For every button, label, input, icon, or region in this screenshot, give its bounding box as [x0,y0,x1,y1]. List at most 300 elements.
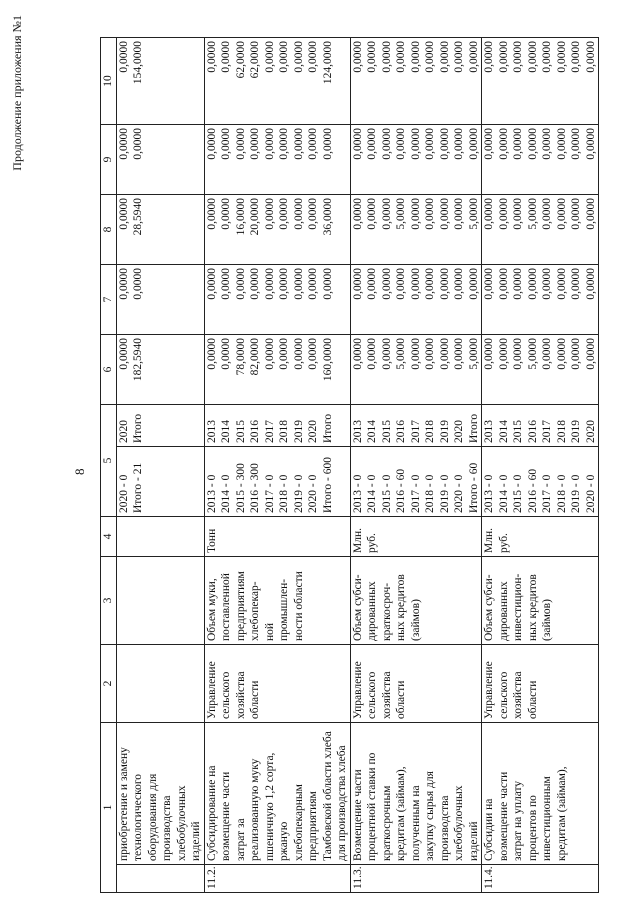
cell-line: хозяйства [234,671,247,719]
header-cell: 4 [101,517,117,557]
cell-line: 2015 [234,420,247,443]
cell-line: приобретение и замену [117,747,130,861]
cell-line: 0,0000 [366,268,378,300]
cell-line: 2013 - 0 [351,474,364,513]
cell-line: 0,0000 [395,41,407,73]
cell-line: 0,0000 [220,198,232,230]
cell-line: 0,0000 [351,128,364,160]
cell-line: Млн. [483,528,495,553]
cell-line: 2019 [438,420,451,443]
extrabudgetary-cell [204,38,350,125]
cell-line: 2020 [307,420,319,443]
cell-line: 0,0000 [483,128,495,160]
indicator-cell [482,557,599,645]
cell-line: 0,0000 [570,198,582,230]
cell-line: 0,0000 [366,128,378,160]
cell-line: сельского [366,671,378,719]
table-row [350,38,482,893]
cell-line: 2016 - 60 [526,468,539,513]
cell-line: 5,0000 [395,198,407,230]
cell-line: 0,0000 [483,268,495,300]
cell-line: Возмещение части [351,769,364,861]
cell-line: 0,0000 [438,41,451,73]
executor-cell [204,645,350,723]
cell-line: 0,0000 [366,41,378,73]
cell-line: 182,5940 [132,338,144,382]
extrabudgetary-cell [116,38,204,125]
measure-title-cell [116,723,204,865]
table-row [116,38,204,893]
cell-line: 0,0000 [132,128,144,160]
cell-line: 0,0000 [249,268,261,300]
cell-line: 0,0000 [307,338,319,370]
cell-line: области [526,680,539,719]
cell-line: хозяйства [512,671,524,719]
total-funding-cell [350,335,482,405]
cell-line: 2015 - 0 [380,474,393,513]
cell-line: 2020 [453,420,465,443]
cell-line: 0,0000 [409,198,422,230]
cell-line: промышлен- [278,578,290,641]
cell-line: 0,0000 [512,268,524,300]
cell-line: 0,0000 [409,128,422,160]
cell-line: 28,5940 [132,198,144,236]
cell-line: руб. [366,533,378,553]
extrabudgetary-cell [350,38,482,125]
row-number-cell: 11.4. [482,865,599,893]
cell-line: кредитам (займам), [555,766,568,861]
target-values-cell [482,447,599,517]
cell-line: 0,0000 [307,268,319,300]
cell-line: 0,0000 [278,198,290,230]
cell-line: 62,0000 [249,41,261,79]
cell-line: 0,0000 [321,128,334,160]
cell-line: Итого - 60 [467,462,480,513]
cell-line: 0,0000 [584,128,597,160]
cell-line: 0,0000 [570,268,582,300]
cell-line: хлебобулочных [453,785,465,861]
cell-line: 5,0000 [395,338,407,370]
cell-line: 0,0000 [205,128,218,160]
cell-line: 2014 - 0 [220,474,232,513]
cell-line: 0,0000 [292,128,305,160]
cell-line: 0,0000 [497,41,510,73]
cell-line: 2019 [292,420,305,443]
row-number-cell: 11.2. [204,865,350,893]
cell-line: 0,0000 [512,198,524,230]
cell-line: хлебопекар- [249,581,261,641]
cell-line: 0,0000 [453,128,465,160]
cell-line: 0,0000 [292,338,305,370]
cell-line: возмещение части [220,771,232,861]
cell-line: технологического [132,773,144,861]
cell-line: 2018 [555,420,568,443]
cell-line: 82,0000 [249,338,261,376]
cell-line: Объем субси- [351,574,364,641]
cell-line: инвестицион- [512,573,524,641]
cell-line: 2018 - 0 [278,474,290,513]
cell-line: 0,0000 [395,268,407,300]
cell-line: 0,0000 [278,128,290,160]
cell-line: 5,0000 [467,198,480,230]
measure-title-cell [482,723,599,865]
cell-line: 20,0000 [249,198,261,236]
cell-line: 2016 [395,420,407,443]
cell-line: 2013 - 0 [483,474,495,513]
cell-line: 2015 - 0 [512,474,524,513]
local-budget-cell [482,125,599,195]
cell-line: 0,0000 [555,128,568,160]
cell-line: 0,0000 [263,338,276,370]
regional-budget-cell [116,195,204,265]
cell-line: затрат за [234,818,247,861]
cell-line: 0,0000 [467,268,480,300]
cell-line: производства [438,795,451,861]
local-budget-cell [116,125,204,195]
cell-line: 0,0000 [263,128,276,160]
cell-line: области [249,680,261,719]
federal-budget-cell [350,265,482,335]
cell-line: возмещение части [497,771,510,861]
target-values-cell [116,447,204,517]
cell-line: 2016 - 300 [249,463,261,513]
cell-line: 2015 [380,420,393,443]
cell-line: 0,0000 [205,198,218,230]
total-funding-cell [116,335,204,405]
cell-line: 2020 - 0 [584,474,597,513]
cell-line: оборудования для [146,773,159,861]
cell-line: 0,0000 [424,268,436,300]
cell-line: 0,0000 [541,268,553,300]
continuation-title: Продолжение приложения №1 [10,15,24,171]
table-row [204,38,350,893]
cell-line: 124,0000 [321,41,334,85]
program-table [100,37,599,893]
indicator-cell [350,557,482,645]
regional-budget-cell [482,195,599,265]
cell-line: ной [263,622,276,641]
cell-line: 0,0000 [497,338,510,370]
cell-line: 0,0000 [351,268,364,300]
header-cell: 8 [101,195,117,265]
cell-line: 5,0000 [526,198,539,230]
cell-line: 0,0000 [395,128,407,160]
cell-line: пшеничную 1,2 сорта, [263,752,276,861]
local-budget-cell [350,125,482,195]
cell-line: 5,0000 [467,338,480,370]
cell-line: 0,0000 [424,128,436,160]
cell-line: 2017 [263,420,276,443]
target-values-cell [350,447,482,517]
measure-title-cell [350,723,482,865]
cell-line: Итого - 21 [132,462,144,513]
cell-line: 0,0000 [483,41,495,73]
cell-line: 0,0000 [497,198,510,230]
cell-line: 0,0000 [438,268,451,300]
cell-line: 0,0000 [117,268,130,300]
cell-line: 0,0000 [307,198,319,230]
cell-line: ных кредитов [395,574,407,641]
header-cell: 9 [101,125,117,195]
cell-line: 36,0000 [321,198,334,236]
cell-line: 0,0000 [497,128,510,160]
cell-line: 0,0000 [278,268,290,300]
cell-line: 0,0000 [512,128,524,160]
cell-line: 0,0000 [366,198,378,230]
cell-line: 0,0000 [292,268,305,300]
cell-line: 0,0000 [117,128,130,160]
cell-line: 0,0000 [526,41,539,73]
cell-line: 5,0000 [526,338,539,370]
cell-line: 0,0000 [453,41,465,73]
cell-line: 0,0000 [351,338,364,370]
cell-line: предприятиям [307,791,319,861]
cell-line: 0,0000 [555,338,568,370]
cell-line: 0,0000 [117,198,130,230]
federal-budget-cell [116,265,204,335]
total-funding-cell [482,335,599,405]
header-cell: 7 [101,265,117,335]
cell-line: области [395,680,407,719]
cell-line: закупку сырья для [424,771,436,861]
cell-line: 0,0000 [205,268,218,300]
cell-line: Итого [132,413,144,443]
cell-line: 0,0000 [584,268,597,300]
cell-line: 0,0000 [512,41,524,73]
cell-line: 0,0000 [263,41,276,73]
cell-line: 0,0000 [409,268,422,300]
executor-cell [482,645,599,723]
cell-line: 0,0000 [512,338,524,370]
cell-line: процентной ставки по [366,752,378,861]
cell-line: 0,0000 [351,41,364,73]
cell-line: хозяйства [380,671,393,719]
cell-line: 2019 [570,420,582,443]
cell-line: 2016 - 60 [395,468,407,513]
cell-line: инвестиционным [541,776,553,861]
cell-line: Млн. [351,528,364,553]
cell-line: дированных [497,581,510,641]
cell-line: 0,0000 [438,128,451,160]
cell-line: 0,0000 [234,268,247,300]
cell-line: 0,0000 [526,268,539,300]
cell-line: для производства хлеба [336,745,348,861]
cell-line: 2020 [117,420,130,443]
unit-cell [482,517,599,557]
cell-line: 2013 [351,420,364,443]
cell-line: 0,0000 [438,338,451,370]
cell-line: Объем муки, [205,578,218,641]
indicator-cell [116,557,204,645]
regional-budget-cell [350,195,482,265]
cell-line: Тонн [205,528,218,553]
executor-cell [350,645,482,723]
cell-line: 0,0000 [220,41,232,73]
cell-line: хлебопекарным [292,784,305,861]
header-cell: 5 [101,405,117,517]
cell-line: Управление [205,661,218,719]
cell-line: 0,0000 [278,338,290,370]
cell-line: ных кредитов [526,574,539,641]
cell-line: 2018 - 0 [555,474,568,513]
cell-line: 0,0000 [483,338,495,370]
cell-line: 0,0000 [467,41,480,73]
cell-line: 0,0000 [380,128,393,160]
cell-line: 0,0000 [438,198,451,230]
cell-line: Субсидирование на [205,765,218,861]
header-row [101,38,117,893]
cell-line: 2017 - 0 [409,474,422,513]
cell-line: 0,0000 [453,338,465,370]
cell-line: 0,0000 [132,268,144,300]
cell-line: изделий [190,821,202,861]
cell-line: 0,0000 [117,41,130,73]
header-cell: 2 [101,645,117,723]
row-number-cell: 11.3. [350,865,482,893]
cell-line: руб. [497,533,510,553]
cell-line: 0,0000 [380,198,393,230]
cell-line: 2014 - 0 [497,474,510,513]
cell-line: 2014 [220,420,232,443]
cell-line: 0,0000 [584,41,597,73]
table-body [116,38,599,893]
cell-line: 2014 [366,420,378,443]
cell-line: 0,0000 [570,338,582,370]
cell-line: 0,0000 [321,268,334,300]
cell-line: 0,0000 [263,198,276,230]
cell-line: 2018 [278,420,290,443]
cell-line: 0,0000 [584,198,597,230]
federal-budget-cell [204,265,350,335]
cell-line: 0,0000 [234,128,247,160]
cell-line: 0,0000 [467,128,480,160]
cell-line: (займов) [409,599,422,641]
cell-line: Управление [351,661,364,719]
cell-line: 0,0000 [380,41,393,73]
cell-line: изделий [467,821,480,861]
total-funding-cell [204,335,350,405]
cell-line: 16,0000 [234,198,247,236]
cell-line: 2020 - 0 [307,474,319,513]
cell-line: 0,0000 [409,338,422,370]
cell-line: 2013 [205,420,218,443]
cell-line: 0,0000 [526,128,539,160]
cell-line: 0,0000 [541,198,553,230]
regional-budget-cell [204,195,350,265]
cell-line: 0,0000 [380,338,393,370]
cell-line: 2019 - 0 [438,474,451,513]
cell-line: 0,0000 [570,41,582,73]
header-cell: 1 [101,723,117,893]
cell-line: 0,0000 [292,198,305,230]
header-cell: 6 [101,335,117,405]
cell-line: 2016 [526,420,539,443]
cell-line: 2015 - 300 [234,463,247,513]
cell-line: 0,0000 [541,41,553,73]
cell-line: 0,0000 [409,41,422,73]
cell-line: Тамбовской области хлеба [321,731,334,861]
header-cell: 10 [101,38,117,125]
table-row [482,38,599,893]
cell-line: 0,0000 [205,41,218,73]
cell-line: хлебобулочных [175,785,188,861]
indicator-cell [204,557,350,645]
cell-line: 2020 - 0 [117,474,130,513]
cell-line: 0,0000 [555,41,568,73]
cell-line: 0,0000 [541,338,553,370]
cell-line: 2018 [424,420,436,443]
cell-line: Итого [321,413,334,443]
cell-line: 0,0000 [541,128,553,160]
cell-line: 0,0000 [351,198,364,230]
cell-line: Объем субси- [483,574,495,641]
cell-line: 2014 [497,420,510,443]
measure-title-cell [204,723,350,865]
cell-line: 0,0000 [570,128,582,160]
cell-line: 78,0000 [234,338,247,376]
cell-line: 0,0000 [220,268,232,300]
cell-line: 2018 - 0 [424,474,436,513]
year-cell [116,405,204,447]
target-values-cell [204,447,350,517]
cell-line: 2013 - 0 [205,474,218,513]
cell-line: 2020 - 0 [453,474,465,513]
cell-line: сельского [220,671,232,719]
row-number-cell [116,865,204,893]
cell-line: 0,0000 [117,338,130,370]
cell-line: Итого - 600 [321,457,334,513]
cell-line: 2019 - 0 [292,474,305,513]
cell-line: 2020 [584,420,597,443]
cell-line: 0,0000 [205,338,218,370]
cell-line: 160,0000 [321,338,334,382]
cell-line: затрат на уплату [512,780,524,861]
cell-line: 0,0000 [278,41,290,73]
cell-line: 0,0000 [424,198,436,230]
unit-cell [350,517,482,557]
year-cell [350,405,482,447]
unit-cell [116,517,204,557]
cell-line: 2013 [483,420,495,443]
cell-line: поставленной [220,573,232,641]
cell-line: кредитам (займам), [395,766,407,861]
year-cell [204,405,350,447]
cell-line: краткосрочным [380,785,393,861]
cell-line: дированных [366,581,378,641]
cell-line: 2014 - 0 [366,474,378,513]
year-cell [482,405,599,447]
extrabudgetary-cell [482,38,599,125]
cell-line: 0,0000 [307,41,319,73]
cell-line: 0,0000 [380,268,393,300]
cell-line: краткосроч- [380,582,393,641]
cell-line: 0,0000 [263,268,276,300]
executor-cell [116,645,204,723]
cell-line: ности области [292,571,305,641]
cell-line: реализованную муку [249,758,261,861]
federal-budget-cell [482,265,599,335]
cell-line: полученным на [409,785,422,861]
cell-line: 0,0000 [483,198,495,230]
cell-line: 0,0000 [292,41,305,73]
cell-line: 2017 - 0 [263,474,276,513]
cell-line: ржаную [278,821,290,861]
cell-line: 2015 [512,420,524,443]
cell-line: 0,0000 [424,41,436,73]
cell-line: 0,0000 [453,198,465,230]
page-number: 8 [72,468,87,475]
cell-line: 0,0000 [307,128,319,160]
